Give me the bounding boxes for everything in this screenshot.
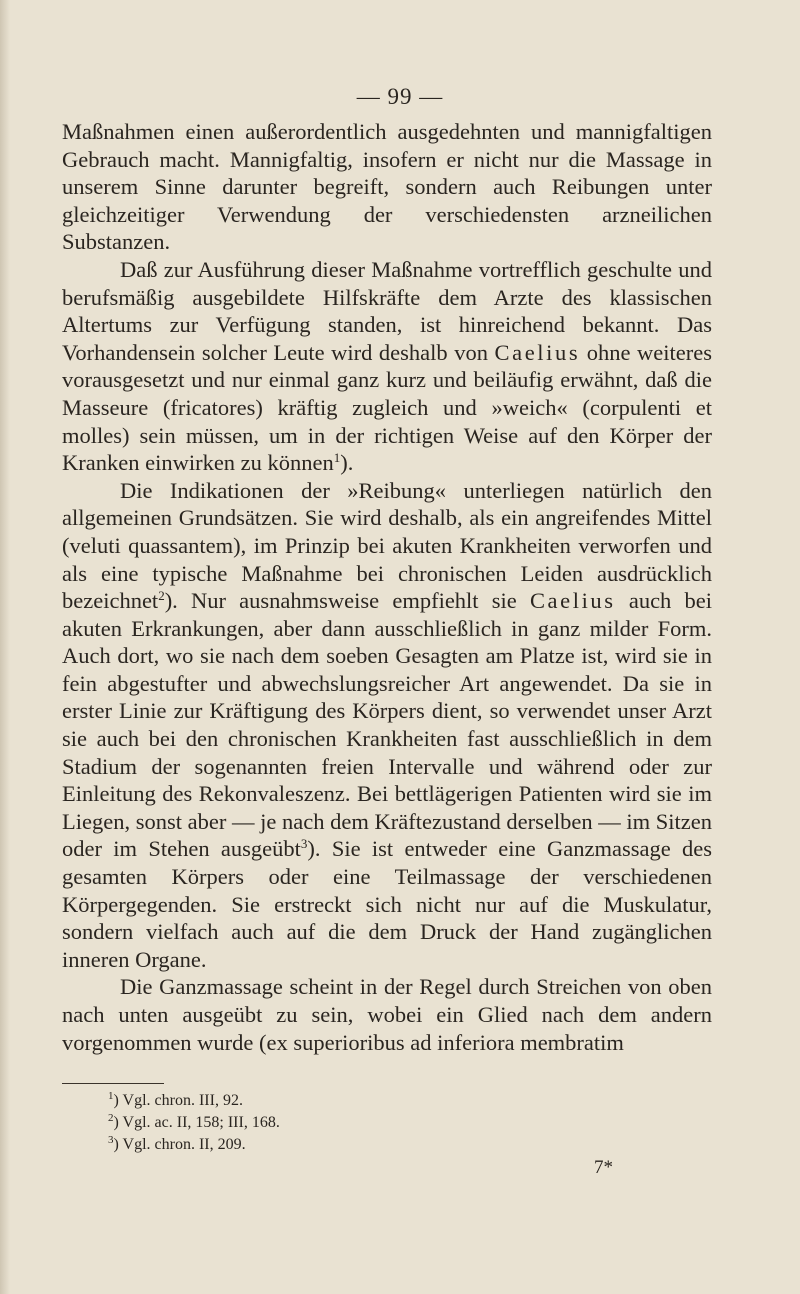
- page-edge: [0, 0, 10, 1294]
- paragraph-3-text-a: Die Indikationen der »Reibung« unterliegen natürlich den allgemeinen Grundsätzen. Sie wird deshalb, als ein angreifendes Mittel (veluti quassantem), im Prinzip bei akuten Krankheiten verworfen und als eine typische Maßnahme bei chronischen Leiden ausdrücklich bezeichnet: [62, 477, 712, 614]
- paragraph-4: [62, 973, 712, 1056]
- printer-signature: 7*: [594, 1157, 613, 1178]
- footnote-ref-2: 2: [158, 588, 165, 604]
- paragraph-1-text: Maßnahmen einen außerordentlich ausgedehnten und mannigfaltigen Gebrauch macht. Mannigfaltig, insofern er nicht nur die Massage in unserem Sinne darunter begreift, sondern auch Reibungen unter gleichzeitiger Verwendung der verschiedensten arzneilichen Substanzen.: [62, 119, 712, 255]
- paragraph-2: [62, 256, 712, 477]
- paragraph-4-text: Die Ganzmassage scheint in der Regel durch Streichen von oben nach unten ausgeübt zu sein, wobei ein Glied nach dem andern vorgenommen wurde (ex superioribus ad inferiora membratim: [62, 974, 712, 1055]
- paragraph-2-text-c: ).: [340, 450, 354, 476]
- author-name-caelius: Caelius: [529, 588, 616, 614]
- footnote-text: ) Vgl. ac. II, 158; III, 168.: [113, 1114, 280, 1131]
- footnote-text: ) Vgl. chron. III, 92.: [113, 1092, 243, 1109]
- footnote-3: [108, 1134, 280, 1156]
- paragraph-3-text-d: ). Sie ist entweder eine Ganzmassage des gesamten Körpers oder eine Teilmassage der verschiedenen Körpergegenden. Sie erstreckt sich nicht nur auf die Muskulatur, sondern vielfach auch auf die dem Druck der Hand zugänglichen inneren Organe.: [62, 836, 712, 972]
- paragraph-3-text-b: ). Nur ausnahmsweise empfiehlt sie: [164, 588, 530, 614]
- paragraph-2-text-b: ohne weiteres vorausgesetzt und nur einmal ganz kurz und beiläufig erwähnt, daß die Masseure (fricatores) kräftig zugleich und »weich« (corpulenti et molles) sein müssen, um in der richtigen Weise auf den Körper der Kranken einwirken zu können: [62, 339, 712, 476]
- footnote-1: [108, 1090, 280, 1112]
- footnote-ref-3: 3: [300, 836, 308, 852]
- footnote-text: ) Vgl. chron. II, 209.: [113, 1136, 246, 1153]
- footnote-ref-1: 1: [333, 450, 341, 466]
- paragraph-3-text-c: auch bei akuten Erkrankungen, aber dann ausschließlich in ganz milder Form. Auch dort, wo sie nach dem soeben Gesagten am Platze ist, wird sie in fein abgestufter und abwechslungsreicher Art angewendet. Da sie in erster Linie zur Kräftigung des Körpers dient, so verwendet unser Arzt sie auch bei den chronischen Krankheiten fast ausschließlich in dem Stadium der sogenannten freien Intervalle und während oder zur Einleitung des Rekonvaleszenz. Bei bettlägerigen Patienten wird sie im Liegen, sonst aber — je nach dem Kräftezustand derselben — im Sitzen oder im Stehen ausgeübt: [62, 588, 712, 862]
- body-text: [62, 118, 712, 1056]
- author-name-caelius: Caelius: [494, 339, 581, 365]
- footnote-divider: [62, 1083, 164, 1084]
- page-number-header: — 99 —: [356, 84, 444, 109]
- footnote-marker: 3: [108, 1134, 114, 1146]
- footnote-marker: 1: [108, 1090, 114, 1102]
- paragraph-3: [62, 477, 712, 974]
- paragraph-2-text-a: Daß zur Ausführung dieser Maßnahme vortrefflich geschulte und berufsmäßig ausgebildete Hilfskräfte dem Arzte des klassischen Altertums zur Verfügung standen, ist hinreichend bekannt. Das Vorhandensein solcher Leute wird deshalb von: [62, 256, 712, 365]
- footnote-marker: 2: [108, 1112, 114, 1124]
- footnotes: [108, 1090, 280, 1156]
- footnote-2: [108, 1112, 280, 1134]
- paragraph-1: [62, 118, 712, 256]
